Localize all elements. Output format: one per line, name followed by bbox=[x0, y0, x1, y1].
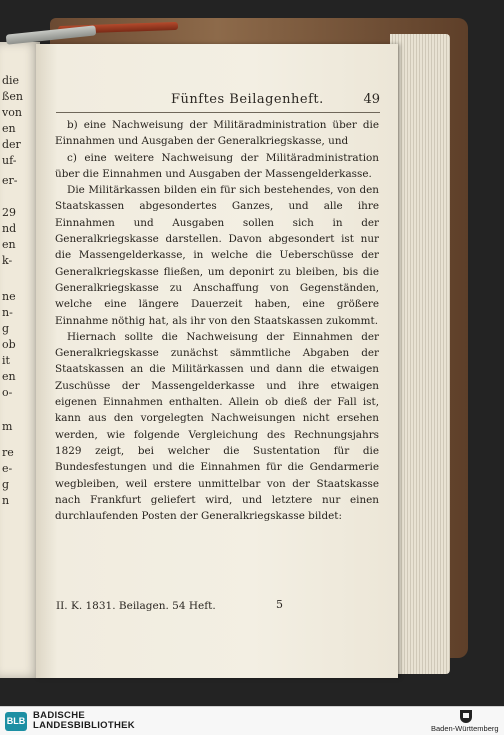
running-head: Fünftes Beilagenheft. bbox=[171, 92, 324, 107]
left-page-fragment: it bbox=[2, 354, 10, 367]
left-page-fragment: er- bbox=[2, 174, 18, 187]
paragraph-military-funds: Die Militärkassen bilden ein für sich bestehendes, von den Staatskassen abgesondertes Ganzes, und alle ihre Einnahmen und Ausgaben sollen sich in der Generalkriegskasse darstellen. Davon abgesondert ist nur die Massengelderkasse, in welche die Ueberschüsse der Generalkriegskasse fließen, um deponirt zu bleiben, bis die Generalkriegskasse zu Anschaffung von Gegenständen, welche eine längere Dauerzeit haben, eine größere Einnahme nöthig hat, als ihr von den Staatskassen zukommt. bbox=[55, 184, 379, 327]
left-page-fragment: die bbox=[2, 74, 20, 87]
left-page-fragment: k- bbox=[2, 254, 13, 267]
left-page-fragment: en bbox=[2, 238, 16, 251]
paragraph-b: b) eine Nachweisung der Militäradministration über die Einnahmen und Ausgaben der Generalkriegskasse, und bbox=[55, 119, 379, 148]
left-page-fragment: ne bbox=[2, 290, 16, 303]
library-name[interactable] bbox=[33, 711, 135, 731]
left-page-fragment: ßen bbox=[2, 90, 23, 103]
left-page-fragment: n bbox=[2, 494, 10, 507]
left-page-fragment: 29 bbox=[2, 206, 16, 219]
left-page-fragment: en bbox=[2, 122, 16, 135]
left-page-fragment: m bbox=[2, 420, 13, 433]
left-page-fragment: g bbox=[2, 478, 10, 491]
left-page-fragment: ob bbox=[2, 338, 16, 351]
footer-bar bbox=[0, 706, 504, 735]
left-page-fragment: e- bbox=[2, 462, 13, 475]
body-text bbox=[55, 117, 379, 524]
library-name-line2: LANDESBIBLIOTHEK bbox=[33, 720, 135, 731]
left-page-fragment: uf- bbox=[2, 154, 17, 167]
left-page-fragment: der bbox=[2, 138, 21, 151]
book-page bbox=[36, 44, 398, 678]
paragraph-accordingly: Hiernach sollte die Nachweisung der Einnahmen der Generalkriegskasse zunächst sämmtliche Abgaben der Staatskassen an die Militärkassen und dann die etwaigen Zuschüsse der Massengelderkasse und ihre etwaigen eigenen Einnahmen enthalten. Allein ob dieß der Fall ist, kann aus den vorgelegten Nachweisungen nicht ersehen werden, wie folgende Vergleichung des Rechnungsjahrs 1829 zeigt, bei welcher die Sustentation für die Bundesfestungen und die Einnahmen für die Gendarmerie wegbleiben, weil erstere unmittelbar von der Staatskasse nach Frankfurt geliefert wird, und letztere nur einen durchlaufenden Posten der Generalkriegskasse bildet: bbox=[55, 330, 379, 523]
signature-number: 5 bbox=[276, 598, 283, 611]
left-page-fragment: g bbox=[2, 322, 10, 335]
library-name-line1: BADISCHE bbox=[33, 710, 86, 721]
page-edges bbox=[390, 34, 450, 674]
left-page-fragment: re bbox=[2, 446, 14, 459]
header-rule bbox=[56, 112, 380, 113]
left-page-fragment: o- bbox=[2, 386, 13, 399]
state-crest-icon bbox=[460, 710, 472, 723]
previous-page-sliver bbox=[0, 42, 40, 678]
left-page-fragment: von bbox=[2, 106, 22, 119]
page-number: 49 bbox=[363, 92, 380, 107]
paragraph-c: c) eine weitere Nachweisung der Militäradministration über die Einnahmen und Ausgaben der Massengelderkasse. bbox=[55, 151, 379, 180]
page-header bbox=[56, 92, 380, 110]
left-page-fragment: n- bbox=[2, 306, 13, 319]
left-page-fragment: nd bbox=[2, 222, 17, 235]
blb-logo-icon[interactable]: BLB bbox=[5, 712, 27, 731]
state-label[interactable]: Baden-Württemberg bbox=[431, 724, 499, 733]
printer-signature: II. K. 1831. Beilagen. 54 Heft. bbox=[56, 600, 216, 612]
left-page-fragment: en bbox=[2, 370, 16, 383]
